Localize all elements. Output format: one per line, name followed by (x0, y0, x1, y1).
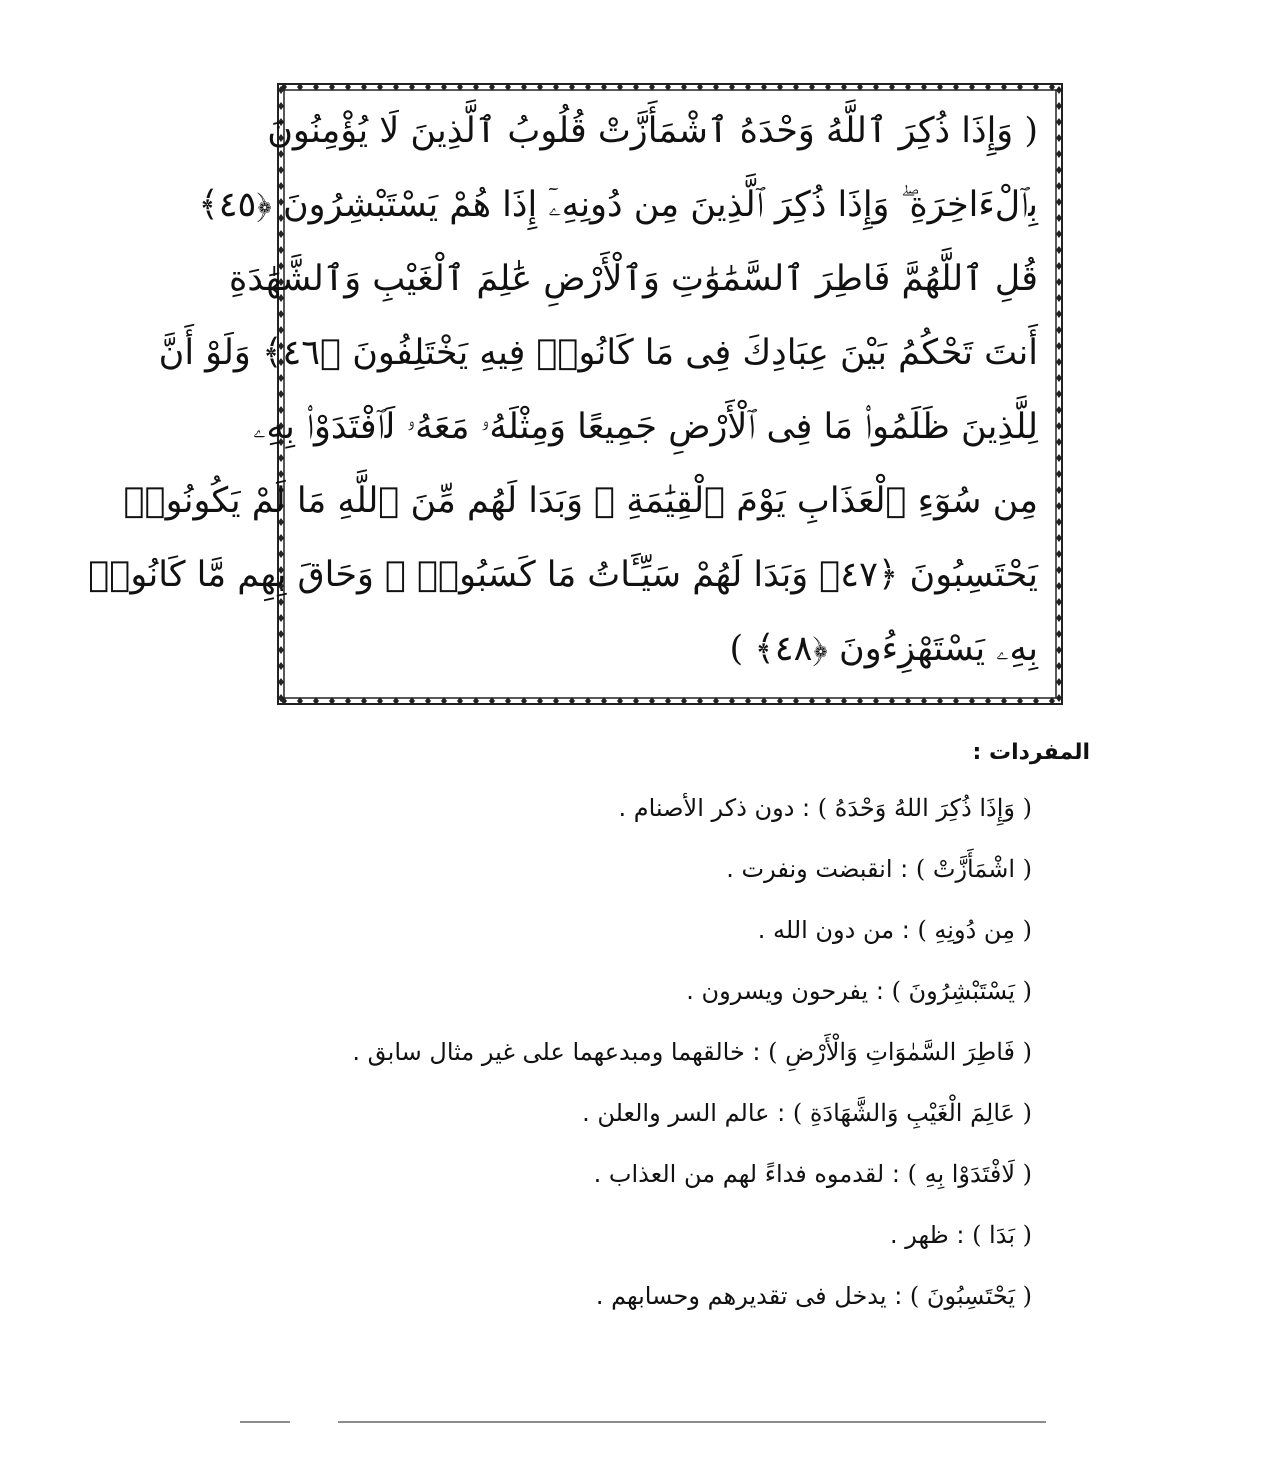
term-separator: : (884, 1160, 908, 1188)
vocabulary-item (212, 1028, 1032, 1089)
term-separator: : (894, 916, 918, 944)
vocabulary-list (212, 784, 1032, 1333)
term-separator: : (948, 1221, 973, 1249)
verse-frame (88, 78, 1068, 710)
verse-line: قُلِ ٱللَّهُمَّ فَاطِرَ ٱلسَّمَٰوَٰتِ وَٱلْأَرْضِ عَٰلِمَ ٱلْغَيْبِ وَٱلشَّهَٰدَةِ (229, 259, 1038, 299)
vocabulary-meaning: لقدموه فداءً لهم من العذاب . (593, 1160, 885, 1188)
vocabulary-term: ( لَافْتَدَوْا بِهِ ) (907, 1160, 1032, 1188)
vocabulary-term: ( مِن دُونِهِ ) (917, 916, 1032, 944)
verse-line: بِهِۦ يَسْتَهْزِءُونَ ﴿٤٨﴾ ) (729, 629, 1038, 669)
vocabulary-term: ( يَسْتَبْشِرُونَ ) (891, 977, 1032, 1005)
vocabulary-term: ( فَاطِرَ السَّمٰوَاتِ وَالْأَرْضِ ) (768, 1038, 1032, 1066)
vocabulary-meaning: خالقهما ومبدعهما على غير مثال سابق . (352, 1038, 745, 1066)
vocabulary-meaning: ظهر . (890, 1221, 949, 1249)
vocabulary-item (212, 967, 1032, 1028)
verse-line: أَنتَ تَحْكُمُ بَيْنَ عِبَادِكَ فِى مَا كَانُوا۟ فِيهِ يَخْتَلِفُونَ ﴿٤٦﴾ وَلَوْ أَنَّ (158, 333, 1038, 373)
vocabulary-meaning: عالم السر والعلن . (582, 1099, 770, 1127)
footer-rule (0, 1412, 1274, 1432)
vocabulary-item (212, 845, 1032, 906)
vocabulary-item (212, 1089, 1032, 1150)
term-separator: : (892, 855, 916, 883)
vocabulary-meaning: يدخل فى تقديرهم وحسابهم . (595, 1282, 887, 1310)
verse-line: لِلَّذِينَ ظَلَمُوا۟ مَا فِى ٱلْأَرْضِ جَمِيعًا وَمِثْلَهُۥ مَعَهُۥ لَٱفْتَدَوْا۟ بِهِۦ (253, 407, 1038, 447)
term-separator: : (868, 977, 892, 1005)
term-separator: : (769, 1099, 793, 1127)
verse-line: مِن سُوٓءِ ٱلْعَذَابِ يَوْمَ ٱلْقِيَٰمَةِ ۚ وَبَدَا لَهُم مِّنَ ٱللَّهِ مَا لَمْ يَكُونُوا۟ (123, 481, 1038, 521)
vocabulary-term: ( يَحْتَسِبُونَ ) (909, 1282, 1032, 1310)
vocabulary-item (212, 1272, 1032, 1333)
term-separator: : (794, 794, 818, 822)
quran-passage (88, 94, 1038, 692)
vocabulary-term: ( بَدَا ) (972, 1221, 1032, 1249)
verse-line: ( وَإِذَا ذُكِرَ ٱللَّهُ وَحْدَهُ ٱشْمَأَزَّتْ قُلُوبُ ٱلَّذِينَ لَا يُؤْمِنُونَ (267, 111, 1038, 151)
term-separator: : (886, 1282, 910, 1310)
vocabulary-term: ( وَإِذَا ذُكِرَ اللهُ وَحْدَهُ ) (817, 794, 1032, 822)
vocabulary-item (212, 1211, 1032, 1272)
vocabulary-term: ( عَالِمَ الْغَيْبِ وَالشَّهَادَةِ ) (792, 1099, 1032, 1127)
vocabulary-item (212, 1150, 1032, 1211)
vocabulary-heading: المفردات : (972, 740, 1090, 765)
vocabulary-meaning: دون ذكر الأصنام . (618, 794, 795, 822)
verse-line: بِٱلْءَاخِرَةِ ۖ وَإِذَا ذُكِرَ ٱلَّذِينَ مِن دُونِهِۦٓ إِذَا هُمْ يَسْتَبْشِرُونَ ﴿٤٥﴾ (198, 185, 1038, 225)
vocabulary-meaning: من دون الله . (757, 916, 895, 944)
vocabulary-term: ( اشْمَأَزَّتْ ) (915, 855, 1032, 883)
vocabulary-meaning: يفرحون ويسرون . (686, 977, 869, 1005)
vocabulary-item (212, 784, 1032, 845)
vocabulary-item (212, 906, 1032, 967)
term-separator: : (744, 1038, 769, 1066)
verse-line: يَحْتَسِبُونَ ﴿٤٧﴾ وَبَدَا لَهُمْ سَيِّـَٔاتُ مَا كَسَبُوا۟ ۖ وَحَاقَ بِهِم مَّا كَانُوا۟ (88, 555, 1038, 595)
vocabulary-meaning: انقبضت ونفرت . (726, 855, 893, 883)
